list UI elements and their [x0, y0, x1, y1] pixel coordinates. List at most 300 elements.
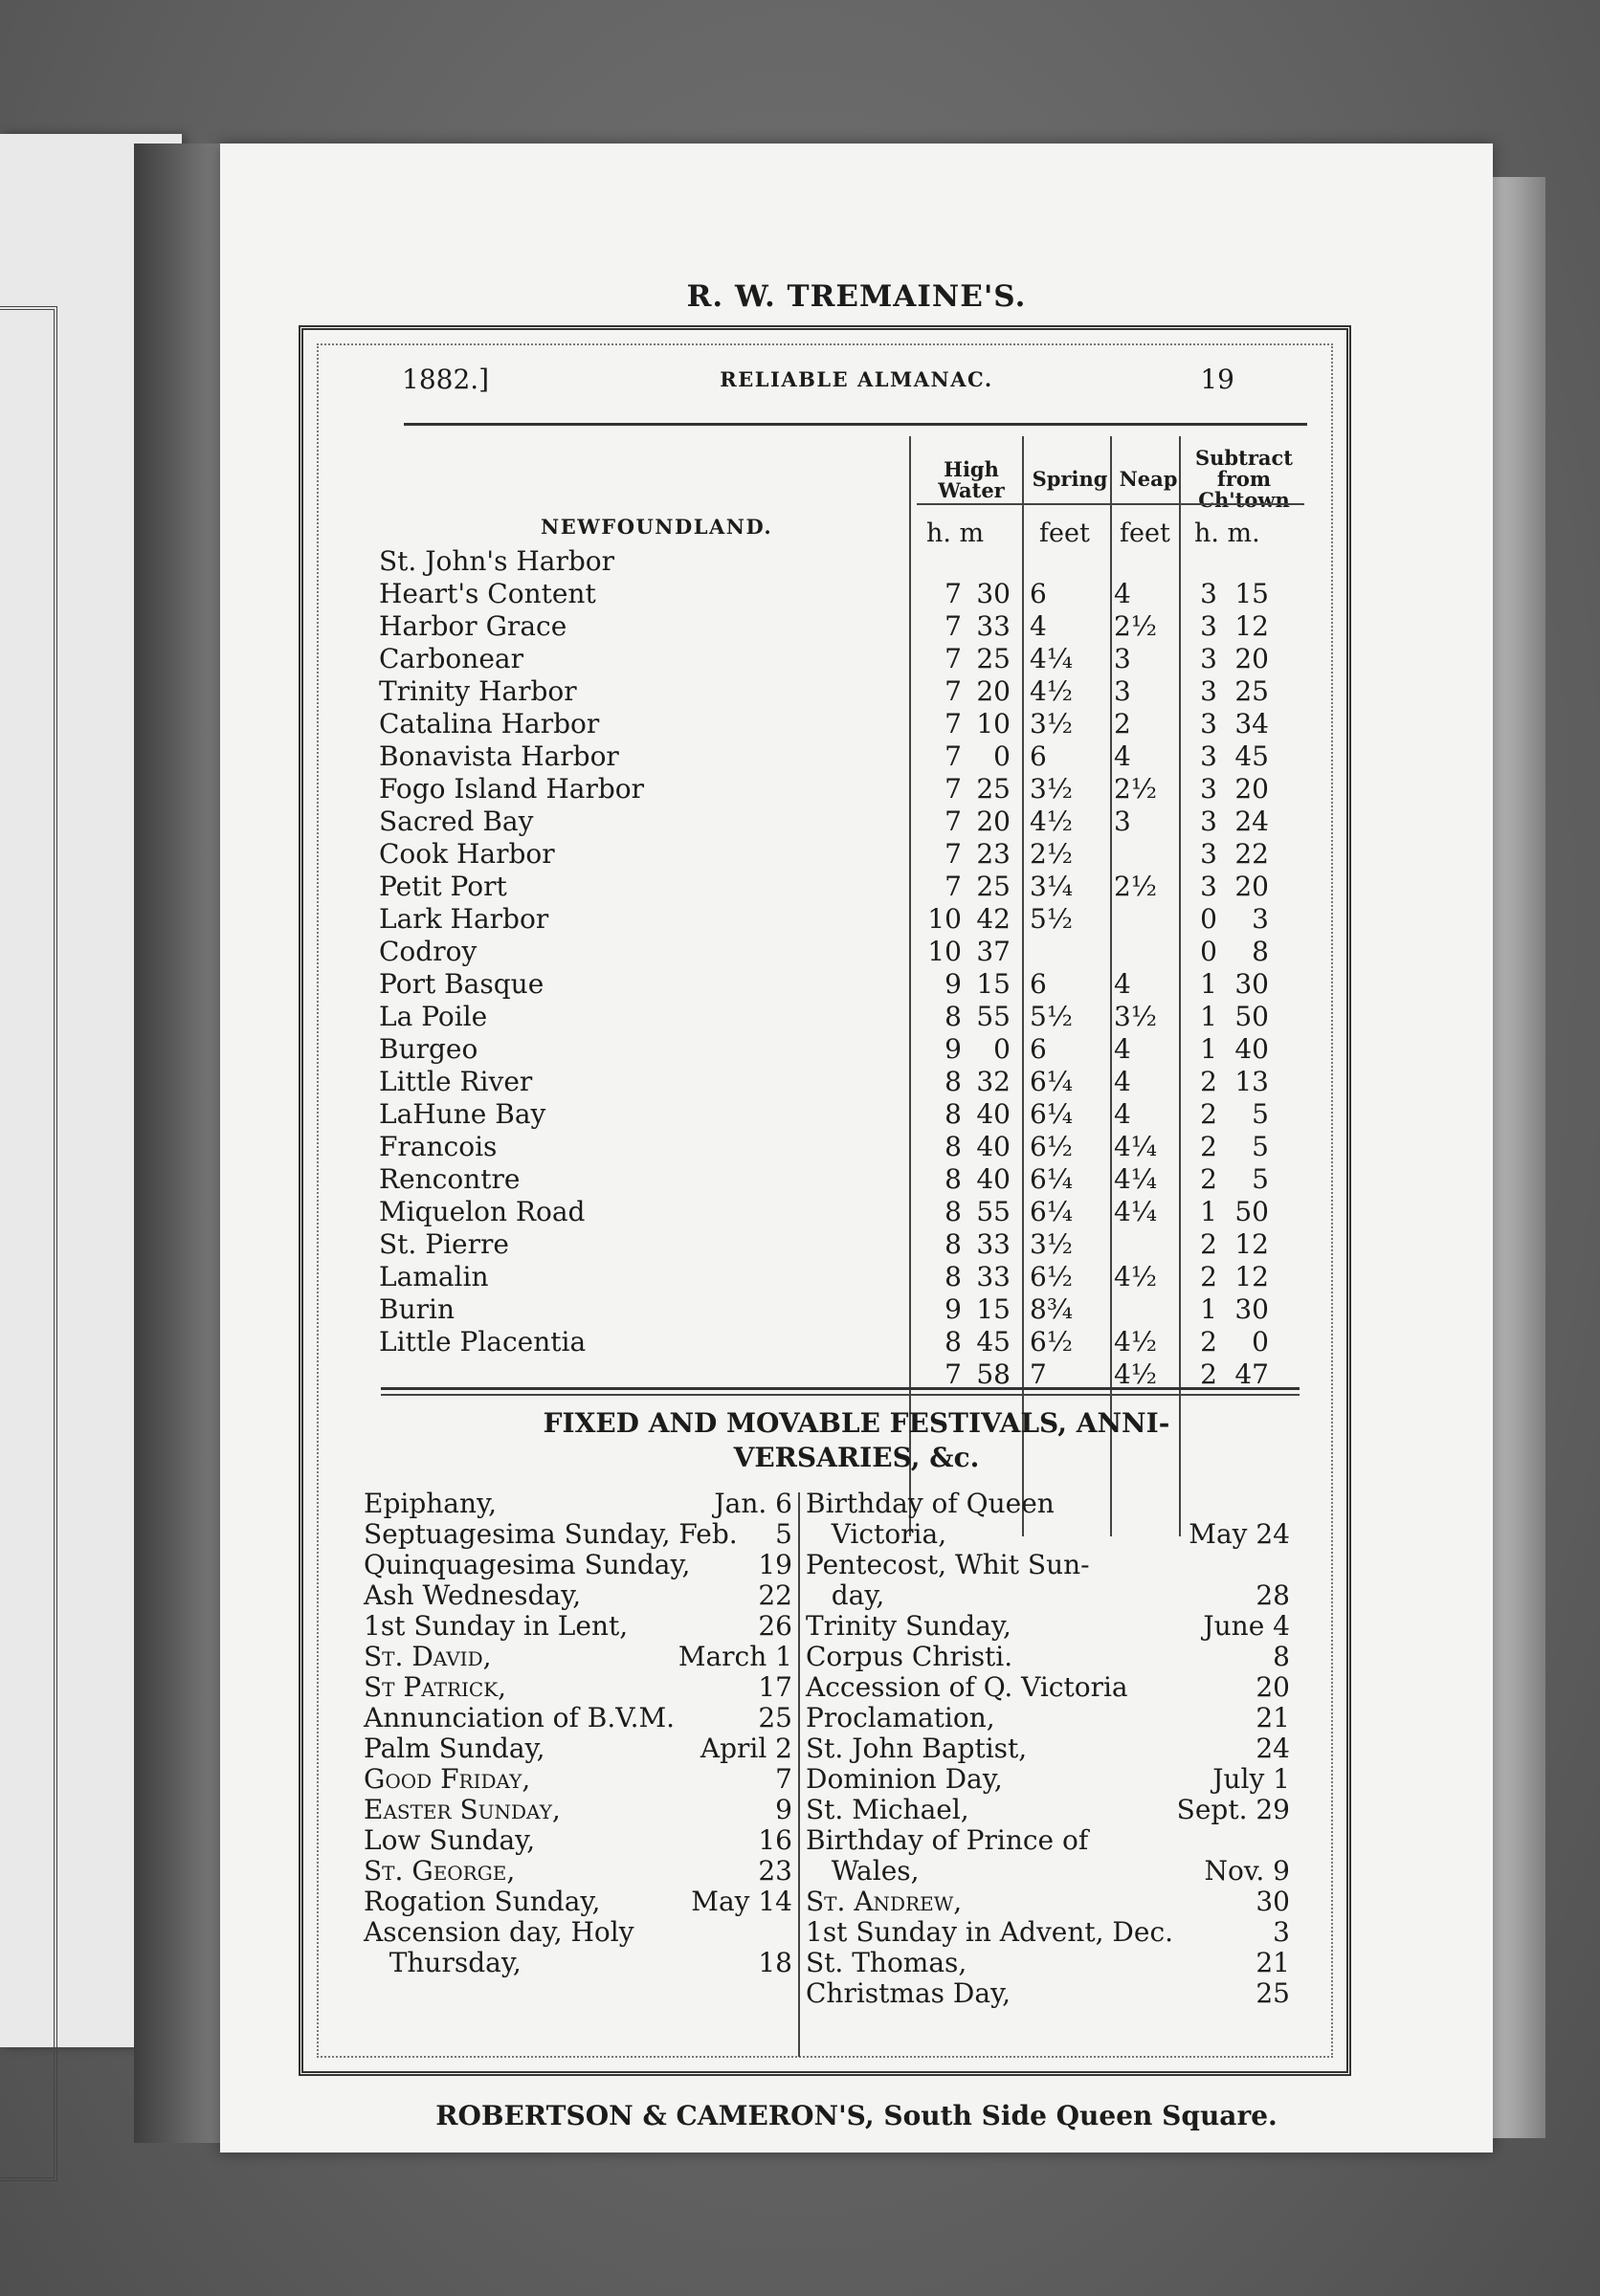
festival-date: 8 — [1273, 1641, 1290, 1672]
spring-rise: 3½ — [1030, 773, 1073, 805]
table-row — [220, 545, 1493, 578]
port-name: Codroy — [379, 936, 478, 967]
festival-row — [364, 1550, 792, 1580]
high-water-hour: 8 — [944, 1098, 962, 1130]
high-water-minute: 32 — [976, 1066, 1011, 1097]
festival-date: 30 — [1256, 1886, 1290, 1917]
festival-row — [806, 1550, 1290, 1580]
festival-row — [364, 1948, 792, 1978]
port-name: Heart's Content — [379, 578, 596, 609]
festival-row — [364, 1672, 792, 1703]
port-name: Little Placentia — [379, 1326, 587, 1358]
subtract-minute: 20 — [1234, 643, 1269, 674]
spring-rise: 4 — [1030, 610, 1047, 642]
festival-name: St Patrick, — [364, 1671, 507, 1703]
table-row — [220, 1001, 1493, 1033]
spring-rise: 8¾ — [1030, 1293, 1073, 1325]
col-subtract — [1177, 448, 1311, 511]
festival-row — [364, 1580, 792, 1611]
high-water-minute: 33 — [976, 1261, 1011, 1292]
high-water-hour: 10 — [927, 903, 962, 935]
col-high-water — [919, 459, 1024, 501]
port-name: LaHune Bay — [379, 1098, 546, 1130]
high-water-minute: 25 — [976, 773, 1011, 805]
high-water-minute: 40 — [976, 1098, 1011, 1130]
festival-row — [806, 1948, 1290, 1978]
high-water-minute: 40 — [976, 1163, 1011, 1195]
col-subtract-line3: Ch'town — [1198, 488, 1290, 512]
spring-rise: 6 — [1030, 578, 1047, 609]
spring-rise: 3¼ — [1030, 871, 1073, 902]
high-water-hour: 7 — [944, 643, 962, 674]
festival-name: Easter Sunday, — [364, 1794, 561, 1825]
festival-date: 20 — [1256, 1671, 1290, 1703]
festival-name: Dominion Day, — [806, 1763, 1003, 1795]
subtract-hour: 1 — [1200, 968, 1217, 1000]
table-row — [220, 740, 1493, 773]
high-water-minute: 33 — [976, 610, 1011, 642]
high-water-hour: 7 — [944, 740, 962, 772]
neap-rise: 4½ — [1114, 1261, 1157, 1292]
festival-row — [364, 1795, 792, 1825]
high-water-hour: 7 — [944, 578, 962, 609]
subtract-minute: 13 — [1234, 1066, 1269, 1097]
high-water-minute: 15 — [976, 1293, 1011, 1325]
subtract-hour: 1 — [1200, 1293, 1217, 1325]
subtract-hour: 0 — [1200, 903, 1217, 935]
subtract-minute: 12 — [1234, 1228, 1269, 1260]
neap-rise: 4 — [1114, 578, 1131, 609]
subtract-hour: 2 — [1200, 1358, 1217, 1390]
table-row — [220, 1163, 1493, 1196]
table-row — [220, 1293, 1493, 1326]
festival-row — [806, 1611, 1290, 1642]
port-name: Miquelon Road — [379, 1196, 586, 1227]
festival-row — [806, 1795, 1290, 1825]
spring-rise: 6 — [1030, 740, 1047, 772]
port-name: Petit Port — [379, 871, 507, 902]
festival-date: April 2 — [700, 1733, 792, 1764]
neap-rise: 3 — [1114, 643, 1131, 674]
spring-rise: 3½ — [1030, 1228, 1073, 1260]
high-water-minute: 45 — [976, 1326, 1011, 1358]
festival-date: 3 — [1273, 1916, 1290, 1948]
subtract-hour: 3 — [1200, 740, 1217, 772]
table-row — [220, 1098, 1493, 1131]
festival-name: Quinquagesima Sunday, — [364, 1549, 691, 1580]
spring-rise: 6½ — [1030, 1326, 1073, 1358]
high-water-hour: 8 — [944, 1001, 962, 1032]
high-water-hour: 7 — [944, 871, 962, 902]
high-water-hour: 8 — [944, 1196, 962, 1227]
high-water-minute: 10 — [976, 708, 1011, 740]
subtract-minute: 12 — [1234, 610, 1269, 642]
spring-rise: 5½ — [1030, 903, 1073, 935]
festival-name: Septuagesima Sunday, Feb. — [364, 1518, 738, 1550]
subtract-minute: 47 — [1234, 1358, 1269, 1390]
subtract-hour: 3 — [1200, 675, 1217, 707]
festival-row — [364, 1611, 792, 1642]
festival-date: 25 — [758, 1702, 792, 1733]
table-row — [220, 968, 1493, 1001]
festival-row — [806, 1856, 1290, 1887]
subtract-minute: 22 — [1234, 838, 1269, 870]
festival-name: Good Friday, — [364, 1763, 531, 1795]
festivals-divider — [798, 1492, 800, 2057]
spine-shadow — [134, 144, 220, 2143]
high-water-minute: 0 — [993, 1033, 1011, 1065]
high-water-minute: 20 — [976, 806, 1011, 837]
festival-row — [806, 1825, 1290, 1856]
festivals-heading-line1: FIXED AND MOVABLE FESTIVALS, ANNI- — [543, 1407, 1170, 1439]
port-name: Carbonear — [379, 643, 523, 674]
festival-name: Pentecost, Whit Sun- — [806, 1549, 1090, 1580]
port-name: Sacred Bay — [379, 806, 534, 837]
festival-row — [364, 1703, 792, 1733]
high-water-hour: 8 — [944, 1131, 962, 1162]
subtract-minute: 50 — [1234, 1001, 1269, 1032]
subtract-minute: 0 — [1252, 1326, 1269, 1358]
festival-name: Victoria, — [806, 1518, 947, 1550]
port-name: Little River — [379, 1066, 533, 1097]
port-name: Bonavista Harbor — [379, 740, 619, 772]
festival-row — [806, 1672, 1290, 1703]
table-row — [220, 936, 1493, 968]
festival-name: Palm Sunday, — [364, 1733, 545, 1764]
spring-rise: 6¼ — [1030, 1098, 1073, 1130]
unit-neap: feet — [1120, 519, 1170, 548]
subtract-hour: 3 — [1200, 708, 1217, 740]
port-name: Rencontre — [379, 1163, 521, 1195]
subtract-hour: 2 — [1200, 1066, 1217, 1097]
subtract-minute: 12 — [1234, 1261, 1269, 1292]
subtract-minute: 30 — [1234, 1293, 1269, 1325]
festival-date: 21 — [1256, 1702, 1290, 1733]
port-name: Burin — [379, 1293, 455, 1325]
table-row — [220, 1033, 1493, 1066]
neap-rise: 3 — [1114, 806, 1131, 837]
port-name: Lark Harbor — [379, 903, 549, 935]
festival-row — [364, 1642, 792, 1672]
festival-name: 1st Sunday in Advent, Dec. — [806, 1916, 1174, 1948]
neap-rise: 2½ — [1114, 871, 1157, 902]
high-water-hour: 7 — [944, 675, 962, 707]
festival-date: 24 — [1256, 1733, 1290, 1764]
festival-name: Trinity Sunday, — [806, 1610, 1011, 1642]
festival-row — [806, 1733, 1290, 1764]
high-water-hour: 8 — [944, 1163, 962, 1195]
festival-date: 26 — [758, 1610, 792, 1642]
festival-date: Nov. 9 — [1204, 1855, 1290, 1887]
festival-date: 21 — [1256, 1947, 1290, 1978]
subtract-minute: 15 — [1234, 578, 1269, 609]
festival-name: Corpus Christi. — [806, 1641, 1013, 1672]
neap-rise: 4½ — [1114, 1326, 1157, 1358]
col-spring: Spring — [1032, 467, 1108, 491]
high-water-hour: 7 — [944, 806, 962, 837]
festival-row — [364, 1856, 792, 1887]
neap-rise: 4 — [1114, 740, 1131, 772]
subtract-minute: 5 — [1252, 1131, 1269, 1162]
festival-row — [364, 1733, 792, 1764]
table-row — [220, 903, 1493, 936]
subtract-hour: 1 — [1200, 1001, 1217, 1032]
spring-rise: 6¼ — [1030, 1163, 1073, 1195]
port-name: Trinity Harbor — [379, 675, 577, 707]
high-water-minute: 37 — [976, 936, 1011, 967]
festival-date: May 24 — [1189, 1518, 1290, 1550]
subtract-hour: 3 — [1200, 643, 1217, 674]
subtract-hour: 2 — [1200, 1163, 1217, 1195]
neap-rise: 4¼ — [1114, 1196, 1157, 1227]
table-row — [220, 1261, 1493, 1293]
spring-rise: 6½ — [1030, 1261, 1073, 1292]
subtract-minute: 8 — [1252, 936, 1269, 967]
printer-footer: ROBERTSON & CAMERON'S, South Side Queen Square. — [435, 2100, 1278, 2131]
table-row — [220, 1066, 1493, 1098]
port-name: Catalina Harbor — [379, 708, 600, 740]
neap-rise: 4 — [1114, 1098, 1131, 1130]
port-name: Francois — [379, 1131, 498, 1162]
port-name: St. Pierre — [379, 1228, 509, 1260]
subtract-hour: 2 — [1200, 1261, 1217, 1292]
neap-rise: 2½ — [1114, 610, 1157, 642]
festival-row — [806, 1519, 1290, 1550]
table-row — [220, 708, 1493, 740]
festival-row — [364, 1519, 792, 1550]
high-water-minute: 30 — [976, 578, 1011, 609]
festival-date: 22 — [758, 1579, 792, 1611]
head-rule — [404, 423, 1307, 426]
subtract-hour: 3 — [1200, 806, 1217, 837]
subtract-minute: 34 — [1234, 708, 1269, 740]
festival-name: Rogation Sunday, — [364, 1886, 601, 1917]
port-name: Fogo Island Harbor — [379, 773, 645, 805]
spring-rise: 5½ — [1030, 1001, 1073, 1032]
port-name: Lamalin — [379, 1261, 489, 1292]
neap-rise: 4¼ — [1114, 1163, 1157, 1195]
subtract-hour: 3 — [1200, 871, 1217, 902]
festival-row — [364, 1489, 792, 1519]
neap-rise: 3 — [1114, 675, 1131, 707]
subtract-minute: 20 — [1234, 871, 1269, 902]
publisher-header: R. W. TREMAINE'S. — [686, 279, 1027, 314]
table-row — [220, 806, 1493, 838]
high-water-minute: 55 — [976, 1001, 1011, 1032]
table-row — [220, 675, 1493, 708]
table-row — [220, 643, 1493, 675]
neap-rise: 4¼ — [1114, 1131, 1157, 1162]
high-water-hour: 10 — [927, 936, 962, 967]
festival-row — [364, 1917, 792, 1948]
festival-date: 16 — [758, 1824, 792, 1856]
spring-rise: 6½ — [1030, 1131, 1073, 1162]
unit-spring: feet — [1039, 519, 1090, 548]
festival-name: St. Thomas, — [806, 1947, 967, 1978]
running-head — [220, 364, 1493, 402]
subtract-minute: 5 — [1252, 1098, 1269, 1130]
spring-rise: 3½ — [1030, 708, 1073, 740]
subtract-hour: 1 — [1200, 1196, 1217, 1227]
high-water-hour: 7 — [944, 773, 962, 805]
port-name: Cook Harbor — [379, 838, 555, 870]
festival-date: 5 — [775, 1518, 792, 1550]
festival-date: 9 — [775, 1794, 792, 1825]
spring-rise: 6 — [1030, 968, 1047, 1000]
table-bottom-rule — [381, 1387, 1300, 1390]
subtract-minute: 50 — [1234, 1196, 1269, 1227]
neap-rise: 4 — [1114, 1033, 1131, 1065]
festival-name: Annunciation of B.V.M. — [364, 1702, 676, 1733]
high-water-minute: 42 — [976, 903, 1011, 935]
festival-row — [806, 1917, 1290, 1948]
festival-name: St. Michael, — [806, 1794, 969, 1825]
festival-row — [806, 1978, 1290, 2009]
high-water-hour: 7 — [944, 838, 962, 870]
subtract-hour: 2 — [1200, 1326, 1217, 1358]
festival-name: Thursday, — [364, 1947, 522, 1978]
col-high-water-line2: Water — [938, 478, 1005, 502]
table-row — [220, 1358, 1493, 1391]
subtract-minute: 25 — [1234, 675, 1269, 707]
spring-rise: 4½ — [1030, 806, 1073, 837]
spring-rise: 4½ — [1030, 675, 1073, 707]
neap-rise: 4 — [1114, 968, 1131, 1000]
col-high-water-line1: High — [944, 457, 999, 481]
festival-name: Birthday of Queen — [806, 1488, 1055, 1519]
festival-date: May 14 — [691, 1886, 792, 1917]
festival-date: 23 — [758, 1855, 792, 1887]
spring-rise: 6¼ — [1030, 1196, 1073, 1227]
neap-rise: 2½ — [1114, 773, 1157, 805]
festival-row — [806, 1887, 1290, 1917]
festival-name: St. Andrew, — [806, 1886, 963, 1917]
festival-date: June 4 — [1203, 1610, 1290, 1642]
table-bottom-rule-2 — [381, 1394, 1300, 1396]
col-subtract-line1: Subtract — [1195, 446, 1293, 470]
col-subtract-line2: from — [1216, 467, 1272, 491]
unit-high-water: h. m — [926, 519, 985, 548]
festival-date: 28 — [1256, 1579, 1290, 1611]
table-row — [220, 1326, 1493, 1358]
high-water-minute: 55 — [976, 1196, 1011, 1227]
festival-row — [364, 1825, 792, 1856]
spring-rise: 4¼ — [1030, 643, 1073, 674]
festival-row — [806, 1580, 1290, 1611]
festival-date: 17 — [758, 1671, 792, 1703]
subtract-minute: 30 — [1234, 968, 1269, 1000]
festival-name: Wales, — [806, 1855, 920, 1887]
festivals-heading-line2: VERSARIES, &c. — [733, 1442, 980, 1473]
neap-rise: 4 — [1114, 1066, 1131, 1097]
high-water-minute: 20 — [976, 675, 1011, 707]
festival-name: Ash Wednesday, — [364, 1579, 582, 1611]
high-water-hour: 8 — [944, 1228, 962, 1260]
neap-rise: 4½ — [1114, 1358, 1157, 1390]
table-row — [220, 838, 1493, 871]
almanac-title: RELIABLE ALMANAC. — [720, 367, 993, 391]
high-water-hour: 8 — [944, 1326, 962, 1358]
subtract-minute: 3 — [1252, 903, 1269, 935]
festival-name: Birthday of Prince of — [806, 1824, 1089, 1856]
table-row — [220, 1228, 1493, 1261]
subtract-hour: 2 — [1200, 1131, 1217, 1162]
festival-row — [364, 1887, 792, 1917]
high-water-hour: 7 — [944, 708, 962, 740]
port-name: Harbor Grace — [379, 610, 567, 642]
unit-subtract: h. m. — [1194, 519, 1260, 548]
festival-name: St. David, — [364, 1641, 492, 1672]
festival-row — [364, 1764, 792, 1795]
subtract-hour: 3 — [1200, 578, 1217, 609]
festival-date: March 1 — [678, 1641, 792, 1672]
festival-date: 18 — [758, 1947, 792, 1978]
almanac-page — [220, 144, 1493, 2152]
table-row — [220, 1196, 1493, 1228]
high-water-hour: 8 — [944, 1261, 962, 1292]
subtract-minute: 20 — [1234, 773, 1269, 805]
high-water-minute: 40 — [976, 1131, 1011, 1162]
festival-name: 1st Sunday in Lent, — [364, 1610, 629, 1642]
high-water-hour: 7 — [944, 610, 962, 642]
port-name: St. John's Harbor — [379, 545, 615, 577]
table-row — [220, 1131, 1493, 1163]
high-water-minute: 25 — [976, 643, 1011, 674]
high-water-hour: 9 — [944, 1033, 962, 1065]
festival-row — [806, 1489, 1290, 1519]
spring-rise: 2½ — [1030, 838, 1073, 870]
festival-row — [806, 1642, 1290, 1672]
port-name: Burgeo — [379, 1033, 478, 1065]
facing-page-border — [0, 306, 57, 2181]
subtract-hour: 3 — [1200, 773, 1217, 805]
table-row — [220, 610, 1493, 643]
festival-name: Christmas Day, — [806, 1977, 1011, 2009]
high-water-hour: 8 — [944, 1066, 962, 1097]
page-edge — [1488, 177, 1545, 2138]
spring-rise: 6 — [1030, 1033, 1047, 1065]
col-neap: Neap — [1119, 467, 1178, 491]
spring-rise: 7 — [1030, 1358, 1047, 1390]
year: 1882.] — [402, 364, 490, 395]
high-water-minute: 25 — [976, 871, 1011, 902]
high-water-hour: 9 — [944, 1293, 962, 1325]
table-row — [220, 578, 1493, 610]
festival-row — [806, 1764, 1290, 1795]
festivals-heading — [220, 1406, 1493, 1475]
region-heading: NEWFOUNDLAND. — [541, 515, 773, 539]
high-water-minute: 23 — [976, 838, 1011, 870]
table-row — [220, 773, 1493, 806]
festival-name: Proclamation, — [806, 1702, 995, 1733]
festival-date: 7 — [775, 1763, 792, 1795]
festival-date: July 1 — [1212, 1763, 1290, 1795]
subtract-hour: 0 — [1200, 936, 1217, 967]
subtract-minute: 5 — [1252, 1163, 1269, 1195]
high-water-minute: 15 — [976, 968, 1011, 1000]
festival-date: Sept. 29 — [1176, 1794, 1290, 1825]
subtract-hour: 2 — [1200, 1228, 1217, 1260]
festival-name: St. John Baptist, — [806, 1733, 1028, 1764]
subtract-minute: 40 — [1234, 1033, 1269, 1065]
festival-date: 19 — [758, 1549, 792, 1580]
festival-row — [806, 1703, 1290, 1733]
subtract-hour: 3 — [1200, 838, 1217, 870]
high-water-minute: 58 — [976, 1358, 1011, 1390]
neap-rise: 2 — [1114, 708, 1131, 740]
festival-date: Jan. 6 — [714, 1488, 792, 1519]
festival-name: day, — [806, 1579, 885, 1611]
